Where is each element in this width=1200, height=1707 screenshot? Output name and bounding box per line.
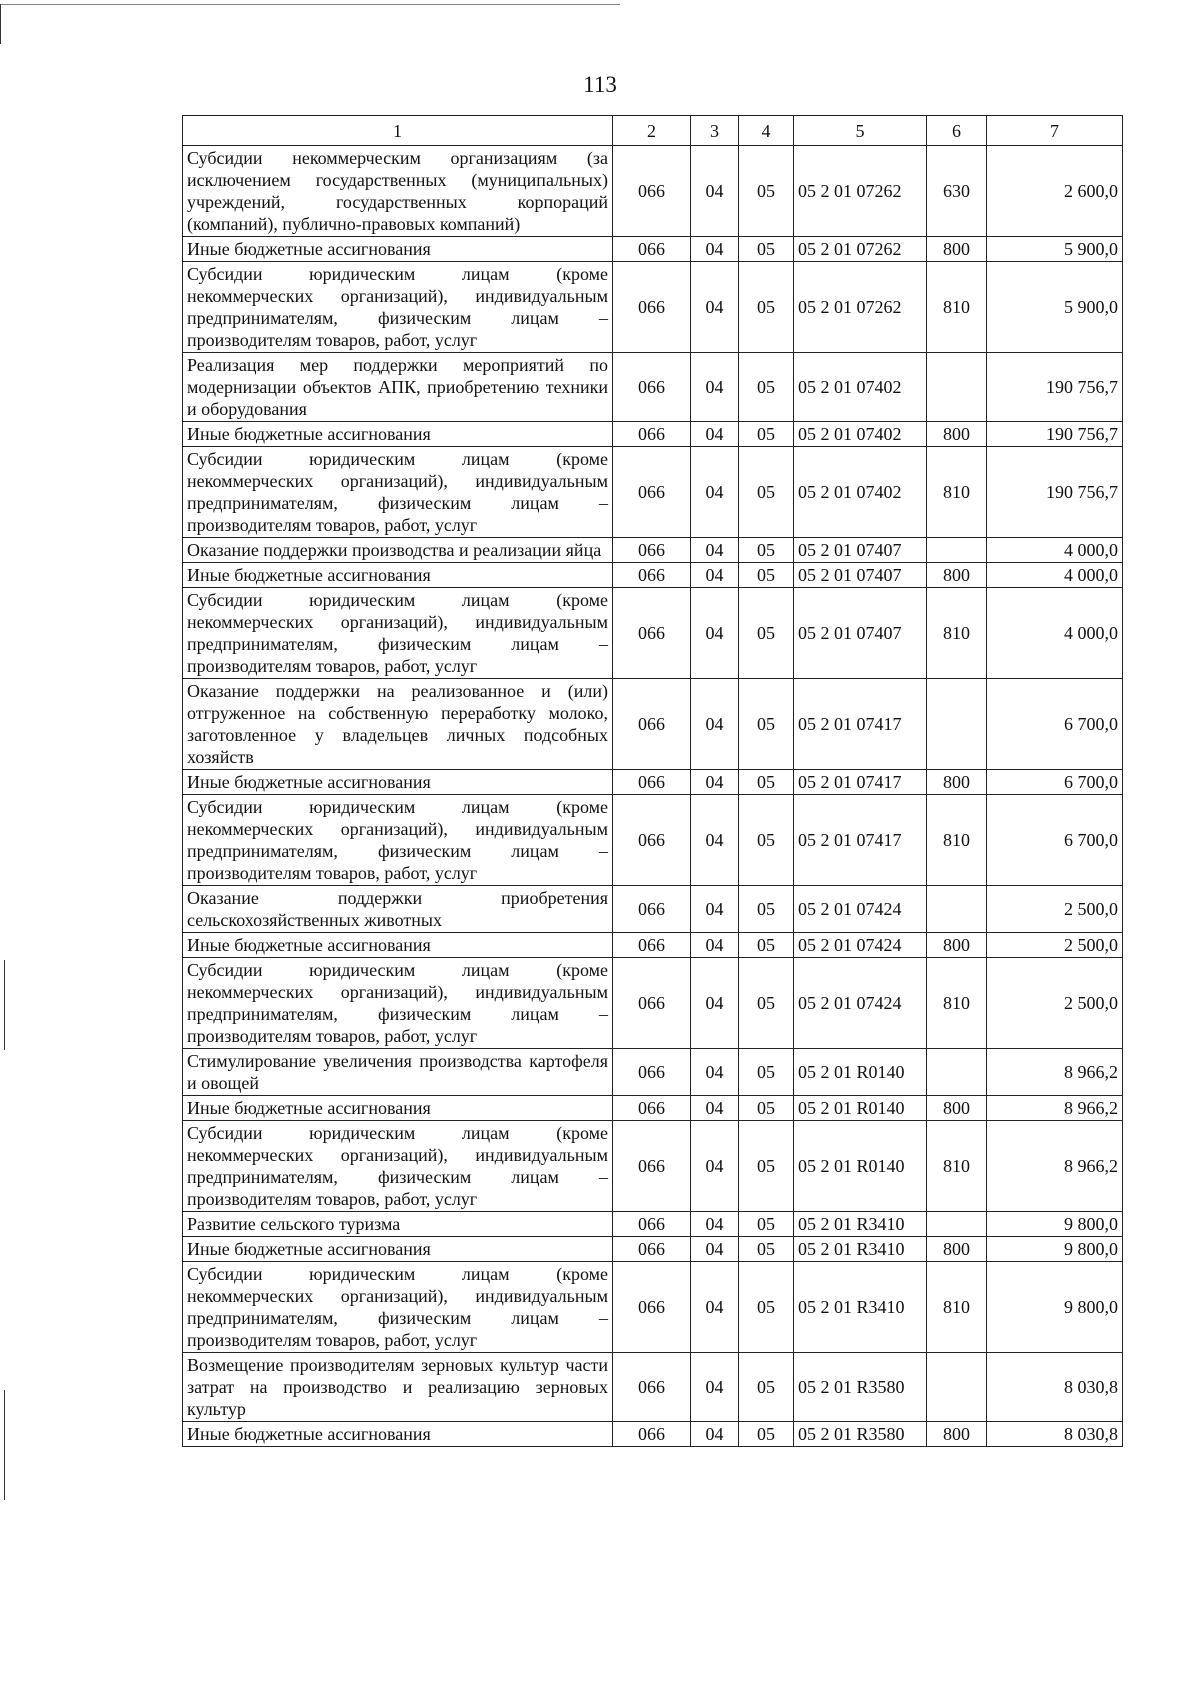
- cell-section: 04: [691, 1049, 739, 1096]
- cell-ministry-code: 066: [613, 588, 691, 679]
- cell-ministry-code: 066: [613, 770, 691, 795]
- table-row: [183, 447, 1123, 538]
- table-row: [183, 1422, 1123, 1447]
- cell-section: 04: [691, 422, 739, 447]
- row-description: Иные бюджетные ассигнования: [183, 1422, 613, 1447]
- column-header: 5: [794, 116, 927, 146]
- table-row: [183, 1237, 1123, 1262]
- cell-ministry-code: 066: [613, 422, 691, 447]
- cell-section: 04: [691, 588, 739, 679]
- scan-margin-mark: [4, 960, 5, 1050]
- cell-section: 04: [691, 447, 739, 538]
- table-row: [183, 1353, 1123, 1422]
- cell-expense-type: 810: [927, 1262, 987, 1353]
- column-header: 1: [183, 116, 613, 146]
- table-row: [183, 933, 1123, 958]
- cell-expense-type: 800: [927, 563, 987, 588]
- cell-subsection: 05: [739, 422, 794, 447]
- row-description: Иные бюджетные ассигнования: [183, 422, 613, 447]
- column-header: 2: [613, 116, 691, 146]
- row-description: Субсидии юридическим лицам (кроме некоммерческих организаций), индивидуальным предпринимателям, физическим лицам – производителям товаров, работ, услуг: [183, 262, 613, 353]
- cell-amount: 6 700,0: [987, 770, 1123, 795]
- scan-edge-top: [0, 4, 620, 5]
- cell-amount: 4 000,0: [987, 538, 1123, 563]
- row-description: Иные бюджетные ассигнования: [183, 1096, 613, 1121]
- row-description: Оказание поддержки приобретения сельскохозяйственных животных: [183, 886, 613, 933]
- cell-subsection: 05: [739, 447, 794, 538]
- cell-amount: 8 966,2: [987, 1096, 1123, 1121]
- row-description: Субсидии некоммерческим организациям (за исключением государственных (муниципальных) учреждений, государственных корпораций (компаний), публично-правовых компаний): [183, 146, 613, 237]
- cell-target-article: 05 2 01 07262: [794, 262, 927, 353]
- cell-expense-type: [927, 1212, 987, 1237]
- cell-section: 04: [691, 1353, 739, 1422]
- cell-expense-type: [927, 1049, 987, 1096]
- cell-subsection: 05: [739, 1049, 794, 1096]
- cell-expense-type: 800: [927, 237, 987, 262]
- cell-expense-type: 800: [927, 422, 987, 447]
- table-row: [183, 1049, 1123, 1096]
- table-row: [183, 1096, 1123, 1121]
- cell-target-article: 05 2 01 07424: [794, 958, 927, 1049]
- row-description: Реализация мер поддержки мероприятий по модернизации объектов АПК, приобретению техники и оборудования: [183, 353, 613, 422]
- row-description: Иные бюджетные ассигнования: [183, 933, 613, 958]
- cell-ministry-code: 066: [613, 1353, 691, 1422]
- table-row: [183, 262, 1123, 353]
- cell-expense-type: 810: [927, 795, 987, 886]
- cell-target-article: 05 2 01 07417: [794, 679, 927, 770]
- row-description: Возмещение производителям зерновых культур части затрат на производство и реализацию зерновых культур: [183, 1353, 613, 1422]
- cell-target-article: 05 2 01 R0140: [794, 1096, 927, 1121]
- cell-expense-type: [927, 679, 987, 770]
- cell-ministry-code: 066: [613, 563, 691, 588]
- cell-subsection: 05: [739, 563, 794, 588]
- cell-amount: 8 030,8: [987, 1422, 1123, 1447]
- cell-amount: 6 700,0: [987, 795, 1123, 886]
- cell-subsection: 05: [739, 1237, 794, 1262]
- table-row: [183, 795, 1123, 886]
- cell-section: 04: [691, 1237, 739, 1262]
- cell-target-article: 05 2 01 07417: [794, 795, 927, 886]
- cell-subsection: 05: [739, 1353, 794, 1422]
- cell-section: 04: [691, 237, 739, 262]
- cell-ministry-code: 066: [613, 353, 691, 422]
- cell-amount: 8 966,2: [987, 1049, 1123, 1096]
- row-description: Иные бюджетные ассигнования: [183, 770, 613, 795]
- cell-subsection: 05: [739, 353, 794, 422]
- row-description: Иные бюджетные ассигнования: [183, 237, 613, 262]
- table-row: [183, 588, 1123, 679]
- cell-ministry-code: 066: [613, 886, 691, 933]
- table-row: [183, 353, 1123, 422]
- cell-subsection: 05: [739, 933, 794, 958]
- cell-amount: 9 800,0: [987, 1262, 1123, 1353]
- cell-expense-type: 800: [927, 933, 987, 958]
- cell-target-article: 05 2 01 07402: [794, 353, 927, 422]
- cell-expense-type: 630: [927, 146, 987, 237]
- cell-ministry-code: 066: [613, 795, 691, 886]
- cell-target-article: 05 2 01 R3410: [794, 1262, 927, 1353]
- cell-amount: 190 756,7: [987, 422, 1123, 447]
- cell-subsection: 05: [739, 886, 794, 933]
- cell-expense-type: 800: [927, 1096, 987, 1121]
- cell-amount: 6 700,0: [987, 679, 1123, 770]
- cell-target-article: 05 2 01 R3580: [794, 1422, 927, 1447]
- row-description: Иные бюджетные ассигнования: [183, 563, 613, 588]
- row-description: Субсидии юридическим лицам (кроме некоммерческих организаций), индивидуальным предпринимателям, физическим лицам – производителям товаров, работ, услуг: [183, 795, 613, 886]
- cell-section: 04: [691, 1096, 739, 1121]
- column-header: 7: [987, 116, 1123, 146]
- cell-section: 04: [691, 958, 739, 1049]
- cell-section: 04: [691, 795, 739, 886]
- cell-amount: 5 900,0: [987, 237, 1123, 262]
- cell-section: 04: [691, 563, 739, 588]
- cell-target-article: 05 2 01 R0140: [794, 1121, 927, 1212]
- cell-target-article: 05 2 01 R3410: [794, 1237, 927, 1262]
- cell-section: 04: [691, 770, 739, 795]
- cell-target-article: 05 2 01 07407: [794, 588, 927, 679]
- cell-subsection: 05: [739, 237, 794, 262]
- table-row: [183, 1212, 1123, 1237]
- cell-subsection: 05: [739, 770, 794, 795]
- row-description: Оказание поддержки производства и реализации яйца: [183, 538, 613, 563]
- cell-amount: 2 500,0: [987, 958, 1123, 1049]
- cell-expense-type: 800: [927, 1237, 987, 1262]
- row-description: Субсидии юридическим лицам (кроме некоммерческих организаций), индивидуальным предпринимателям, физическим лицам – производителям товаров, работ, услуг: [183, 447, 613, 538]
- table-row: [183, 563, 1123, 588]
- table-row: [183, 958, 1123, 1049]
- cell-ministry-code: 066: [613, 1121, 691, 1212]
- cell-amount: 2 600,0: [987, 146, 1123, 237]
- cell-target-article: 05 2 01 07424: [794, 886, 927, 933]
- cell-expense-type: 810: [927, 958, 987, 1049]
- cell-section: 04: [691, 353, 739, 422]
- budget-table: [182, 115, 1123, 1447]
- cell-amount: 9 800,0: [987, 1237, 1123, 1262]
- page-number: 113: [583, 72, 617, 97]
- table-row: [183, 1262, 1123, 1353]
- cell-ministry-code: 066: [613, 447, 691, 538]
- cell-target-article: 05 2 01 07402: [794, 447, 927, 538]
- cell-target-article: 05 2 01 07402: [794, 422, 927, 447]
- cell-ministry-code: 066: [613, 679, 691, 770]
- cell-subsection: 05: [739, 538, 794, 563]
- cell-ministry-code: 066: [613, 933, 691, 958]
- cell-amount: 8 030,8: [987, 1353, 1123, 1422]
- cell-expense-type: [927, 538, 987, 563]
- cell-ministry-code: 066: [613, 1237, 691, 1262]
- cell-expense-type: [927, 1353, 987, 1422]
- table-body: [183, 146, 1123, 1447]
- cell-section: 04: [691, 1422, 739, 1447]
- cell-amount: 2 500,0: [987, 933, 1123, 958]
- cell-target-article: 05 2 01 R0140: [794, 1049, 927, 1096]
- cell-target-article: 05 2 01 07417: [794, 770, 927, 795]
- cell-ministry-code: 066: [613, 538, 691, 563]
- table-row: [183, 237, 1123, 262]
- column-header: 3: [691, 116, 739, 146]
- cell-subsection: 05: [739, 1096, 794, 1121]
- cell-ministry-code: 066: [613, 1262, 691, 1353]
- row-description: Развитие сельского туризма: [183, 1212, 613, 1237]
- column-header: 6: [927, 116, 987, 146]
- cell-section: 04: [691, 538, 739, 563]
- table-header-row: [183, 116, 1123, 146]
- cell-section: 04: [691, 933, 739, 958]
- row-description: Субсидии юридическим лицам (кроме некоммерческих организаций), индивидуальным предпринимателям, физическим лицам – производителям товаров, работ, услуг: [183, 588, 613, 679]
- table-row: [183, 886, 1123, 933]
- cell-amount: 4 000,0: [987, 588, 1123, 679]
- table-row: [183, 1121, 1123, 1212]
- cell-expense-type: 810: [927, 588, 987, 679]
- cell-target-article: 05 2 01 07407: [794, 563, 927, 588]
- cell-expense-type: [927, 353, 987, 422]
- cell-target-article: 05 2 01 07424: [794, 933, 927, 958]
- cell-subsection: 05: [739, 795, 794, 886]
- row-description: Иные бюджетные ассигнования: [183, 1237, 613, 1262]
- cell-ministry-code: 066: [613, 1422, 691, 1447]
- cell-subsection: 05: [739, 1212, 794, 1237]
- cell-subsection: 05: [739, 1262, 794, 1353]
- cell-ministry-code: 066: [613, 1049, 691, 1096]
- cell-target-article: 05 2 01 R3410: [794, 1212, 927, 1237]
- cell-amount: 190 756,7: [987, 353, 1123, 422]
- cell-ministry-code: 066: [613, 237, 691, 262]
- row-description: Субсидии юридическим лицам (кроме некоммерческих организаций), индивидуальным предпринимателям, физическим лицам – производителям товаров, работ, услуг: [183, 1262, 613, 1353]
- column-header: 4: [739, 116, 794, 146]
- table-row: [183, 146, 1123, 237]
- cell-subsection: 05: [739, 146, 794, 237]
- cell-amount: 9 800,0: [987, 1212, 1123, 1237]
- cell-subsection: 05: [739, 588, 794, 679]
- cell-expense-type: 810: [927, 1121, 987, 1212]
- cell-subsection: 05: [739, 1121, 794, 1212]
- cell-expense-type: 810: [927, 262, 987, 353]
- table-row: [183, 679, 1123, 770]
- cell-section: 04: [691, 886, 739, 933]
- cell-amount: 5 900,0: [987, 262, 1123, 353]
- scan-margin-mark: [4, 1390, 5, 1500]
- cell-amount: 4 000,0: [987, 563, 1123, 588]
- cell-target-article: 05 2 01 07262: [794, 237, 927, 262]
- cell-section: 04: [691, 262, 739, 353]
- cell-subsection: 05: [739, 679, 794, 770]
- row-description: Субсидии юридическим лицам (кроме некоммерческих организаций), индивидуальным предпринимателям, физическим лицам – производителям товаров, работ, услуг: [183, 958, 613, 1049]
- cell-section: 04: [691, 1262, 739, 1353]
- cell-subsection: 05: [739, 1422, 794, 1447]
- cell-amount: 2 500,0: [987, 886, 1123, 933]
- cell-section: 04: [691, 1212, 739, 1237]
- table-row: [183, 422, 1123, 447]
- cell-expense-type: 800: [927, 1422, 987, 1447]
- scan-edge-left: [0, 4, 1, 44]
- cell-target-article: 05 2 01 R3580: [794, 1353, 927, 1422]
- cell-target-article: 05 2 01 07262: [794, 146, 927, 237]
- table-row: [183, 538, 1123, 563]
- cell-ministry-code: 066: [613, 146, 691, 237]
- cell-amount: 8 966,2: [987, 1121, 1123, 1212]
- cell-section: 04: [691, 146, 739, 237]
- cell-amount: 190 756,7: [987, 447, 1123, 538]
- cell-subsection: 05: [739, 958, 794, 1049]
- cell-ministry-code: 066: [613, 262, 691, 353]
- cell-ministry-code: 066: [613, 958, 691, 1049]
- cell-subsection: 05: [739, 262, 794, 353]
- table-row: [183, 770, 1123, 795]
- cell-section: 04: [691, 1121, 739, 1212]
- cell-expense-type: 800: [927, 770, 987, 795]
- cell-expense-type: 810: [927, 447, 987, 538]
- cell-ministry-code: 066: [613, 1212, 691, 1237]
- row-description: Оказание поддержки на реализованное и (или) отгруженное на собственную переработку молоко, заготовленное у владельцев личных подсобных хозяйств: [183, 679, 613, 770]
- cell-ministry-code: 066: [613, 1096, 691, 1121]
- row-description: Стимулирование увеличения производства картофеля и овощей: [183, 1049, 613, 1096]
- row-description: Субсидии юридическим лицам (кроме некоммерческих организаций), индивидуальным предпринимателям, физическим лицам – производителям товаров, работ, услуг: [183, 1121, 613, 1212]
- cell-expense-type: [927, 886, 987, 933]
- cell-target-article: 05 2 01 07407: [794, 538, 927, 563]
- cell-section: 04: [691, 679, 739, 770]
